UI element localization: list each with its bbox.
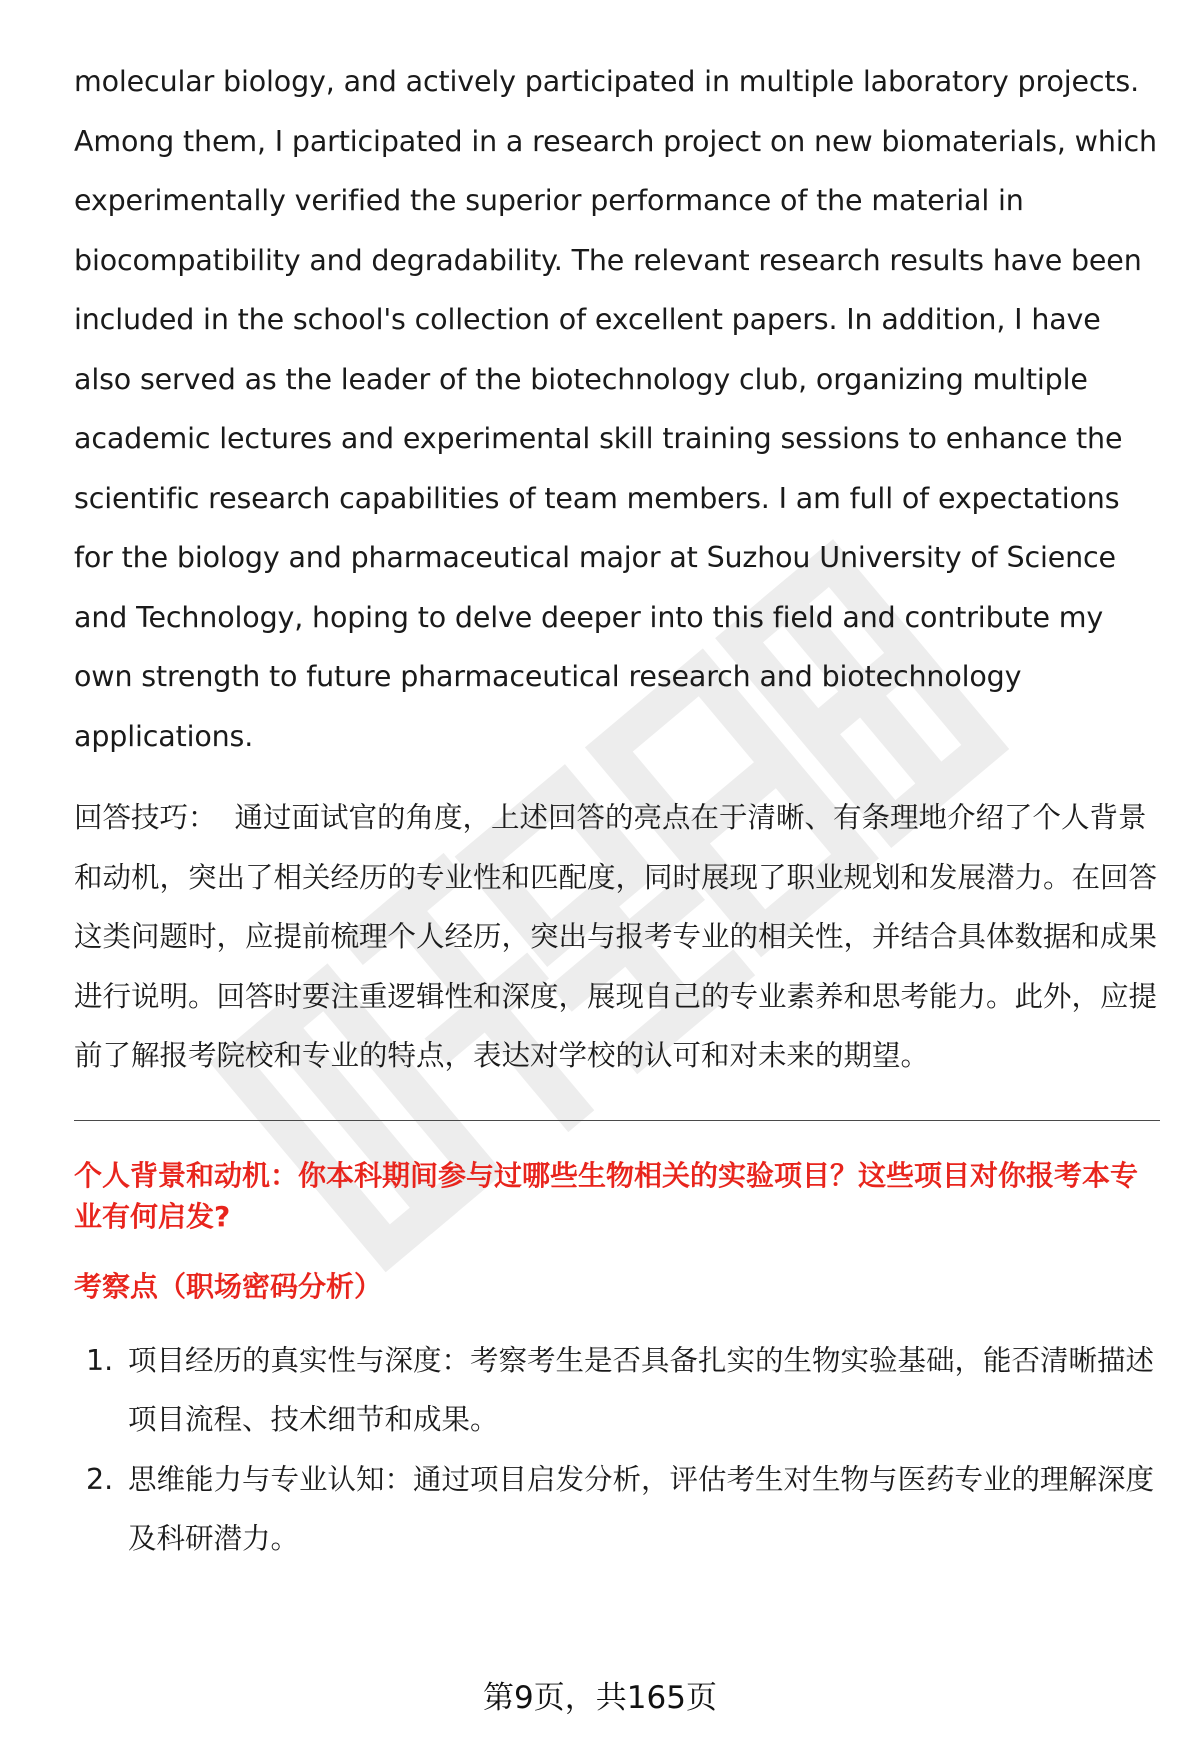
list-item-number: 1.	[86, 1343, 114, 1377]
list-item-number: 2.	[86, 1462, 114, 1496]
answer-tips-label: 回答技巧：	[74, 801, 217, 834]
assessment-points-heading: 考察点（职场密码分析）	[74, 1269, 383, 1303]
document-page	[74, 52, 1160, 1569]
list-item	[74, 1450, 1160, 1569]
answer-tips-paragraph	[74, 788, 1160, 1086]
list-item-text: 项目经历的真实性与深度：考察考生是否具备扎实的生物实验基础，能否清晰描述项目流程、技术细节和成果。	[128, 1343, 1155, 1436]
answer-tips-text: 通过面试官的角度，上述回答的亮点在于清晰、有条理地介绍了个人背景和动机，突出了相关经历的专业性和匹配度，同时展现了职业规划和发展潜力。在回答这类问题时，应提前梳理个人经历，突出与报考专业的相关性，并结合具体数据和成果进行说明。回答时要注重逻辑性和深度，展现自己的专业素养和思考能力。此外，应提前了解报考院校和专业的特点，表达对学校的认可和对未来的期望。	[74, 801, 1158, 1072]
list-item	[74, 1331, 1160, 1450]
section-divider	[74, 1120, 1160, 1121]
list-item-text: 思维能力与专业认知：通过项目启发分析，评估考生对生物与医药专业的理解深度及科研潜力。	[128, 1462, 1155, 1555]
question-title: 个人背景和动机：你本科期间参与过哪些生物相关的实验项目？这些项目对你报考本专业有何启发?	[74, 1158, 1139, 1233]
assessment-points-list	[74, 1331, 1160, 1569]
page-number-footer: 第9页，共165页	[483, 1680, 717, 1716]
english-answer-paragraph: molecular biology, and actively participated in multiple laboratory projects. Among them, I participated in a research project on new biomaterials, which experimentally verified the superior performance of the material in biocompatibility and degradability. The relevant research results have been included in the school's collection of excellent papers. In addition, I have also served as the leader of the biotechnology club, organizing multiple academic lectures and experimental skill training sessions to enhance the scientific research capabilities of team members. I am full of expectations for the biology and pharmaceutical major at Suzhou University of Science and Technology, hoping to delve deeper into this field and contribute my own strength to future pharmaceutical research and biotechnology applications.	[74, 65, 1157, 753]
